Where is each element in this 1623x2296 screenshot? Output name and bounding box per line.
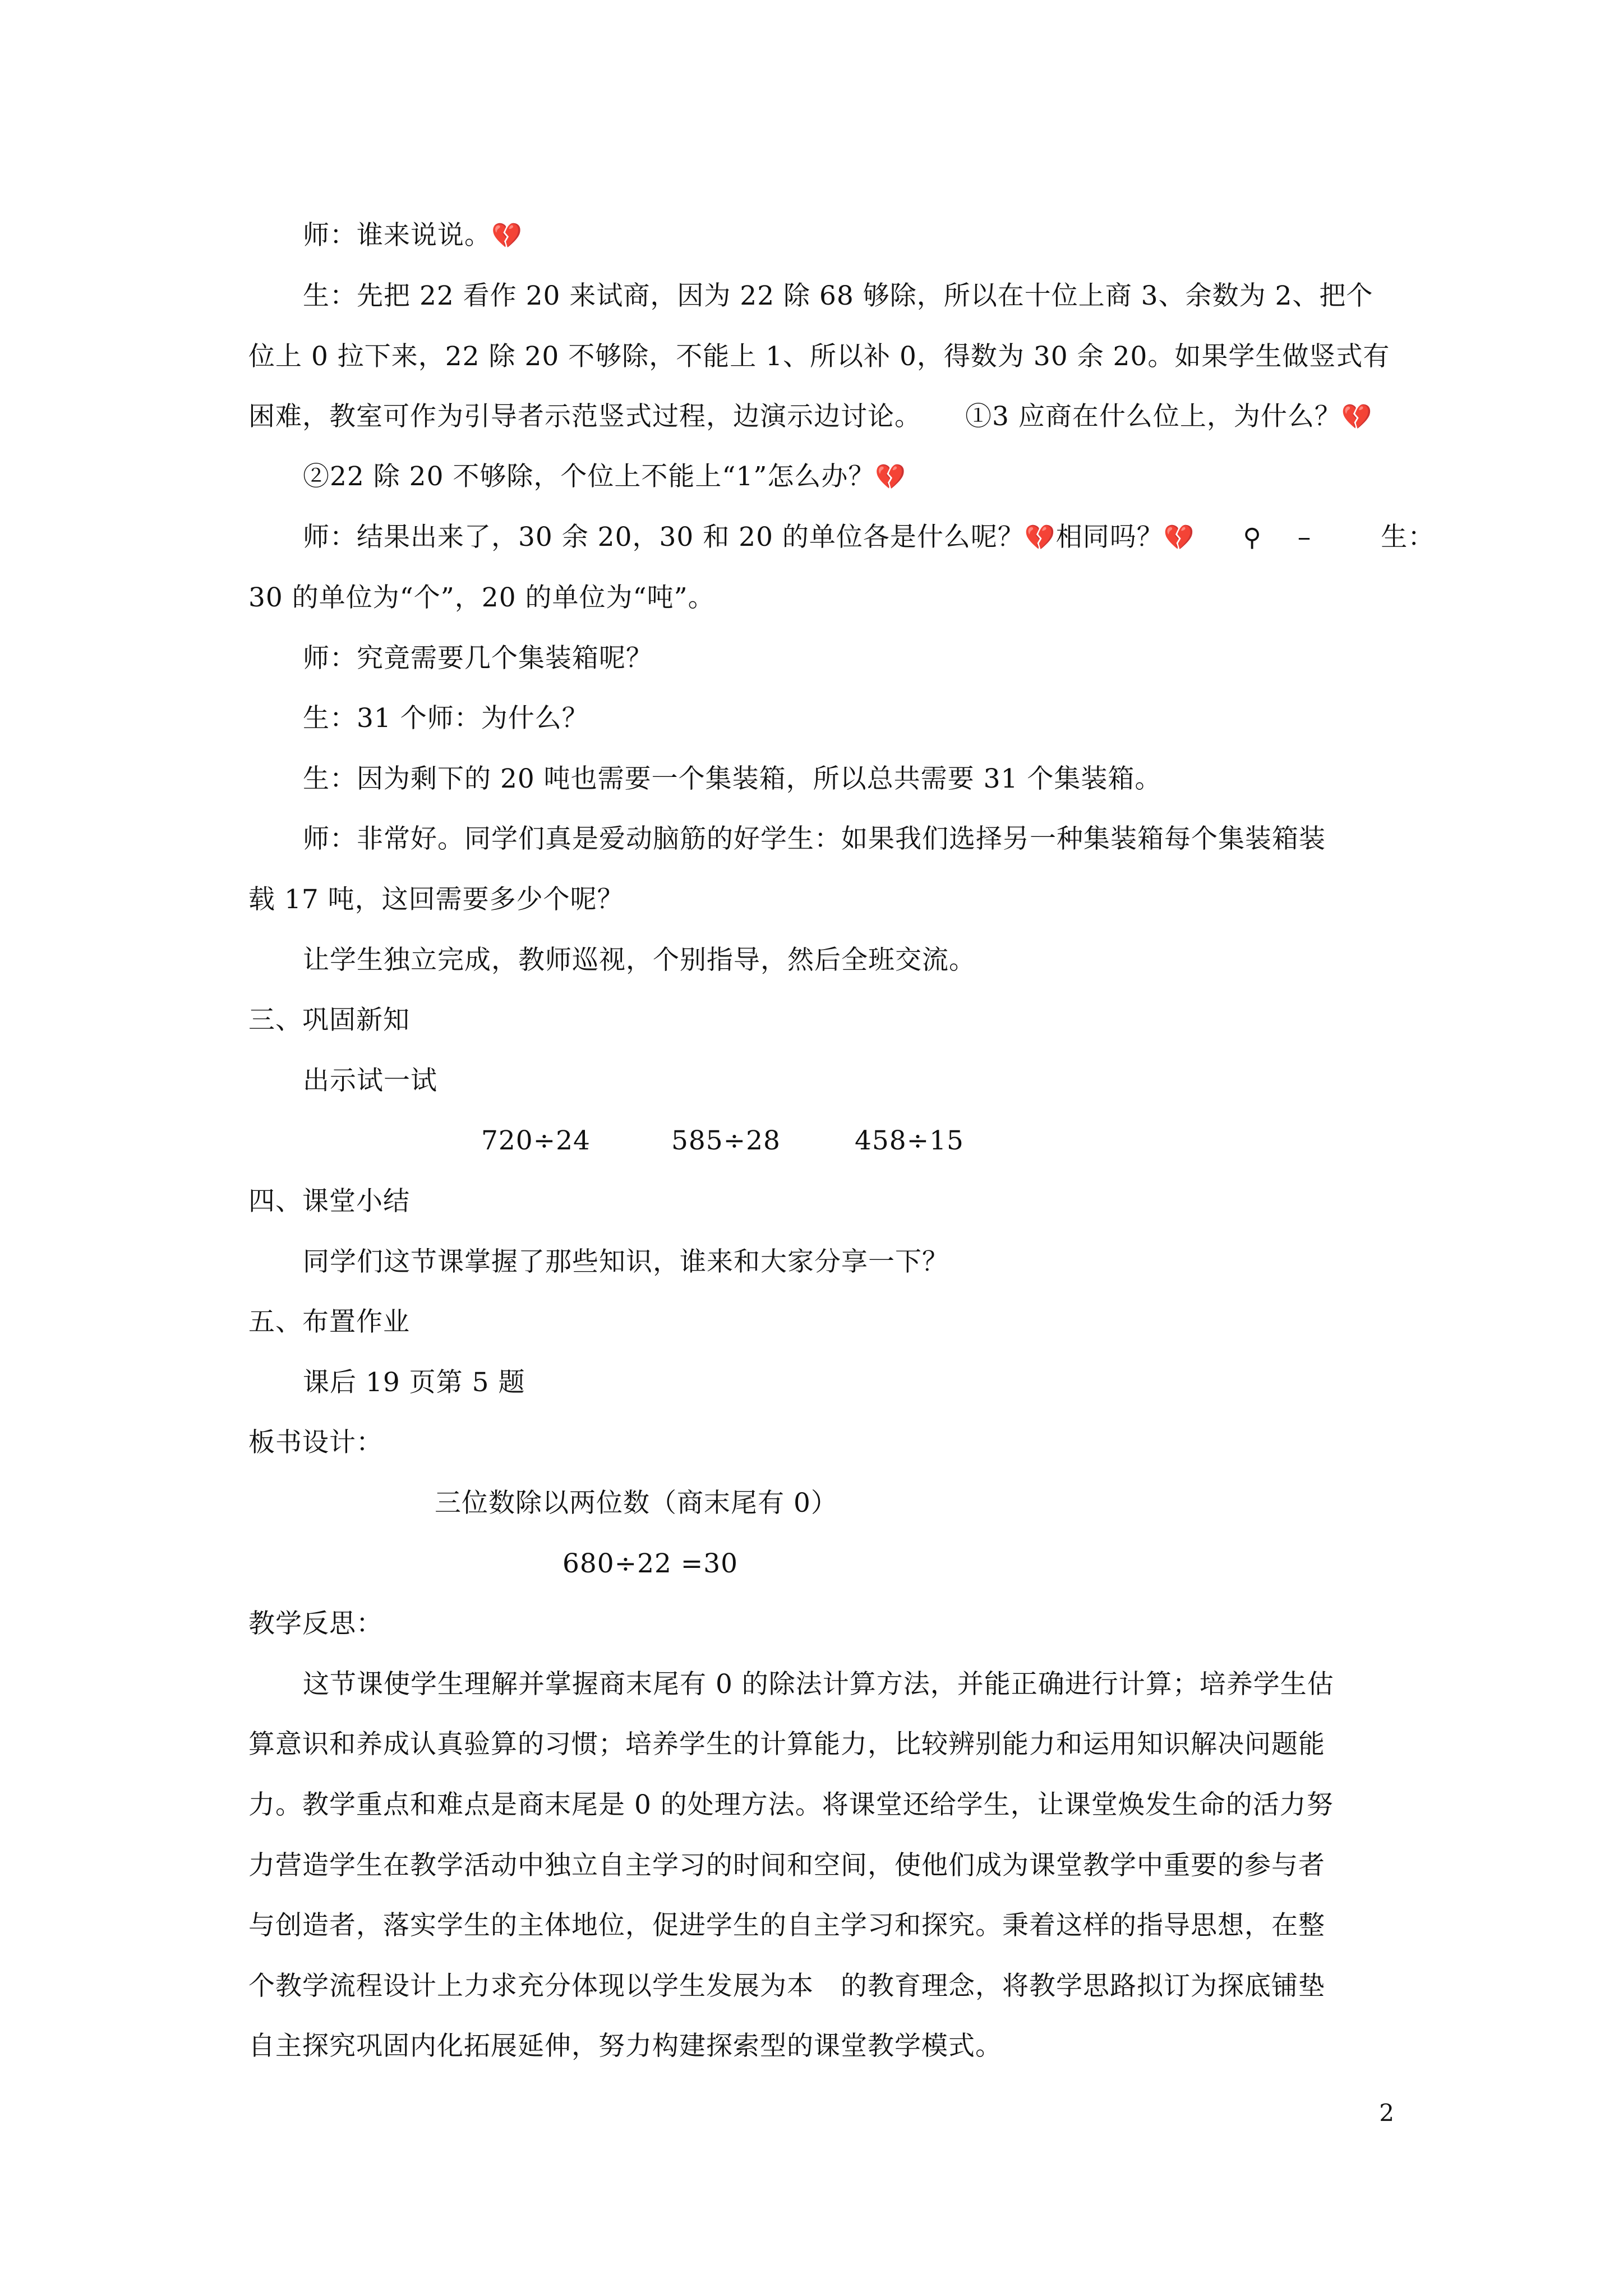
paragraph-line: 这节课使学生理解并掌握商末尾有 0 的除法计算方法，并能正确进行计算；培养学生估 <box>303 1669 1334 1700</box>
expression: 585÷28 <box>671 1125 781 1156</box>
paragraph-line: 生：因为剩下的 20 吨也需要一个集装箱，所以总共需要 31 个集装箱。 <box>303 763 1162 794</box>
paragraph-line <box>303 521 1435 555</box>
paragraph-line: 师：究竟需要几个集装箱呢？ <box>303 643 653 674</box>
expression: 720÷24 <box>481 1125 591 1156</box>
section-heading: 教学反思： <box>248 1608 383 1639</box>
board-title: 三位数除以两位数（商末尾有 0） <box>435 1488 838 1519</box>
paragraph-line: 生：先把 22 看作 20 来试商，因为 22 除 68 够除，所以在十位上商 3、余数为 2、把个 <box>303 280 1373 311</box>
section-heading: 三、巩固新知 <box>248 1005 410 1036</box>
text: 相同吗？ <box>1055 522 1164 553</box>
paragraph-line: 自主探究巩固内化拓展延伸，努力构建探索型的课堂教学模式。 <box>248 2031 1002 2062</box>
broken-heart-icon: 💔 <box>1341 403 1373 431</box>
text: 师：结果出来了，30 余 20，30 和 20 的单位各是什么呢？ <box>303 522 1025 553</box>
paragraph-line <box>248 400 1373 434</box>
paragraph-line: 生：31 个师：为什么？ <box>303 703 589 734</box>
text: 师：谁来说说。 <box>303 220 491 251</box>
paragraph-line: 个教学流程设计上力求充分体现以学生发展为本 的教育理念，将教学思路拟订为探底铺垫 <box>248 1971 1325 2001</box>
paragraph-line <box>303 460 906 494</box>
paragraph-line: 30 的单位为“个”，20 的单位为“吨”。 <box>248 582 715 613</box>
paragraph-line: 位上 0 拉下来，22 除 20 不够除，不能上 1、所以补 0，得数为 30 余 20。如果学生做竖式有 <box>248 341 1390 372</box>
text: – <box>1297 522 1312 553</box>
paragraph-line <box>303 219 523 253</box>
paragraph-line: 力营造学生在教学活动中独立自主学习的时间和空间，使他们成为课堂教学中重要的参与者 <box>248 1850 1325 1881</box>
paragraph-line: 与创造者，落实学生的主体地位，促进学生的自主学习和探究。秉着这样的指导思想，在整 <box>248 1910 1325 1941</box>
paragraph-line: 课后 19 页第 5 题 <box>303 1367 525 1398</box>
text: ①3 应商在什么位上，为什么？ <box>965 401 1341 432</box>
section-heading: 四、课堂小结 <box>248 1186 410 1217</box>
paragraph-line: 出示试一试 <box>303 1065 437 1096</box>
broken-heart-icon: 💔 <box>491 222 523 250</box>
paragraph-line: 力。教学重点和难点是商末尾是 0 的处理方法。将课堂还给学生，让课堂焕发生命的活力努 <box>248 1789 1334 1820</box>
board-equation: 680÷22 =30 <box>562 1548 739 1579</box>
magnifier-icon: ⚲ <box>1243 523 1262 552</box>
expression: 458÷15 <box>855 1125 964 1156</box>
broken-heart-icon: 💔 <box>875 463 907 491</box>
section-heading: 五、布置作业 <box>248 1306 410 1337</box>
paragraph-line: 让学生独立完成，教师巡视，个别指导，然后全班交流。 <box>303 945 976 976</box>
page-number: 2 <box>1379 2099 1394 2127</box>
paragraph-line: 载 17 吨，这回需要多少个呢？ <box>248 884 624 915</box>
broken-heart-icon: 💔 <box>1024 523 1056 552</box>
paragraph-line: 同学们这节课掌握了那些知识，谁来和大家分享一下？ <box>303 1246 949 1277</box>
paragraph-line: 师：非常好。同学们真是爱动脑筋的好学生：如果我们选择另一种集装箱每个集装箱装 <box>303 823 1326 854</box>
section-heading: 板书设计： <box>248 1427 383 1458</box>
text: 生： <box>1381 522 1435 553</box>
paragraph-line: 算意识和养成认真验算的习惯；培养学生的计算能力，比较辨别能力和运用知识解决问题能 <box>248 1729 1325 1760</box>
broken-heart-icon: 💔 <box>1163 523 1195 552</box>
text: 困难，教室可作为引导者示范竖式过程，边演示边讨论。 <box>248 401 921 432</box>
text: ②22 除 20 不够除，个位上不能上“1”怎么办？ <box>303 461 875 492</box>
